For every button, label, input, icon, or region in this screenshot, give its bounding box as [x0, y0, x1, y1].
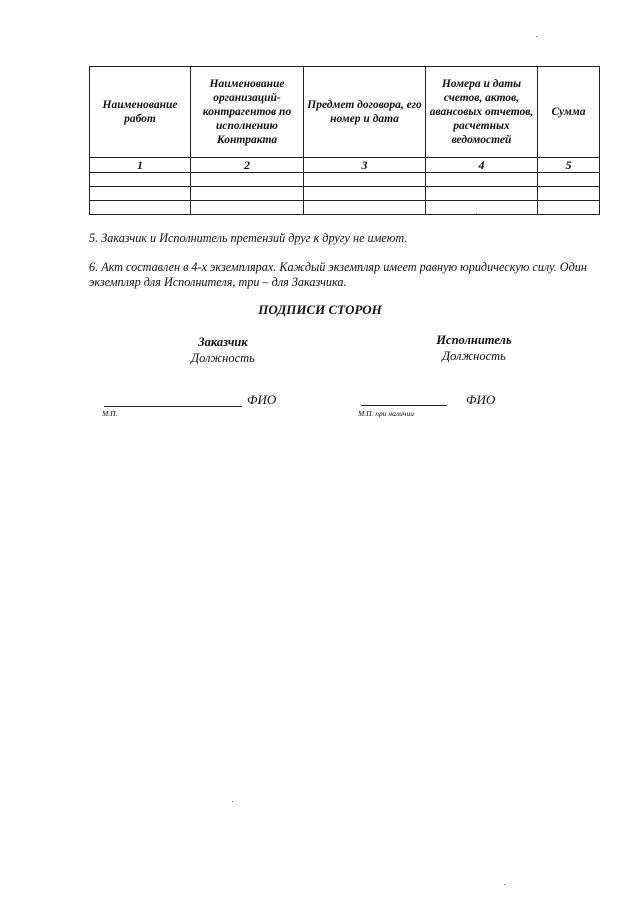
table-cell: [304, 187, 426, 201]
contractor-fio: ФИО: [466, 392, 496, 407]
table-number-row: [90, 158, 600, 173]
table-cell: [426, 173, 538, 187]
header-document-numbers: Номера и даты счетов, актов, авансовых отчетов, расчетных ведомостей: [426, 67, 538, 158]
column-number: 4: [426, 158, 538, 173]
header-contract-subject: Предмет договора, его номер и дата: [304, 67, 426, 158]
table-cell: [90, 201, 191, 215]
contractor-position: Должность: [442, 349, 506, 363]
column-number: 2: [191, 158, 304, 173]
scan-speck: [504, 884, 505, 885]
table-header-row: [90, 67, 600, 158]
customer-fio: ФИО: [247, 392, 277, 407]
scan-speck: [476, 213, 477, 214]
table-cell: [426, 201, 538, 215]
customer-block: [148, 334, 298, 366]
column-number: 1: [90, 158, 191, 173]
table-cell: [191, 201, 304, 215]
table-cell: [90, 173, 191, 187]
scan-speck: [536, 36, 537, 37]
table-cell: [538, 187, 600, 201]
table-cell: [304, 173, 426, 187]
clause-5: 5. Заказчик и Исполнитель претензий друг к другу не имеют.: [89, 231, 408, 245]
customer-role: Заказчик: [198, 335, 248, 349]
customer-stamp-label: М.П.: [102, 409, 118, 418]
table-cell: [191, 173, 304, 187]
table-cell: [304, 201, 426, 215]
table-row: [90, 187, 600, 201]
scan-speck: [232, 801, 233, 802]
signatures-title: ПОДПИСИ СТОРОН: [258, 302, 382, 317]
table-cell: [538, 201, 600, 215]
contractors-table: [89, 66, 600, 215]
contractor-block: [399, 332, 549, 364]
table-cell: [426, 187, 538, 201]
header-counterparties: Наименование организаций-контрагентов по исполнению Контракта: [191, 67, 304, 158]
table-row: [90, 201, 600, 215]
column-number: 3: [304, 158, 426, 173]
table-cell: [538, 173, 600, 187]
contractor-role: Исполнитель: [436, 333, 512, 347]
clause-6: 6. Акт составлен в 4-х экземплярах. Каждый экземпляр имеет равную юридическую силу. Один экземпляр для Исполнителя, три – для Заказчика.: [89, 260, 587, 289]
contractor-signature-line: [361, 405, 447, 406]
header-work-name: Наименование работ: [90, 67, 191, 158]
table-cell: [90, 187, 191, 201]
header-amount: Сумма: [538, 67, 600, 158]
table-cell: [191, 187, 304, 201]
column-number: 5: [538, 158, 600, 173]
contractor-stamp-label: М.П. при наличии: [358, 409, 414, 418]
customer-position: Должность: [191, 351, 255, 365]
table-row: [90, 173, 600, 187]
customer-signature-line: [104, 406, 242, 407]
